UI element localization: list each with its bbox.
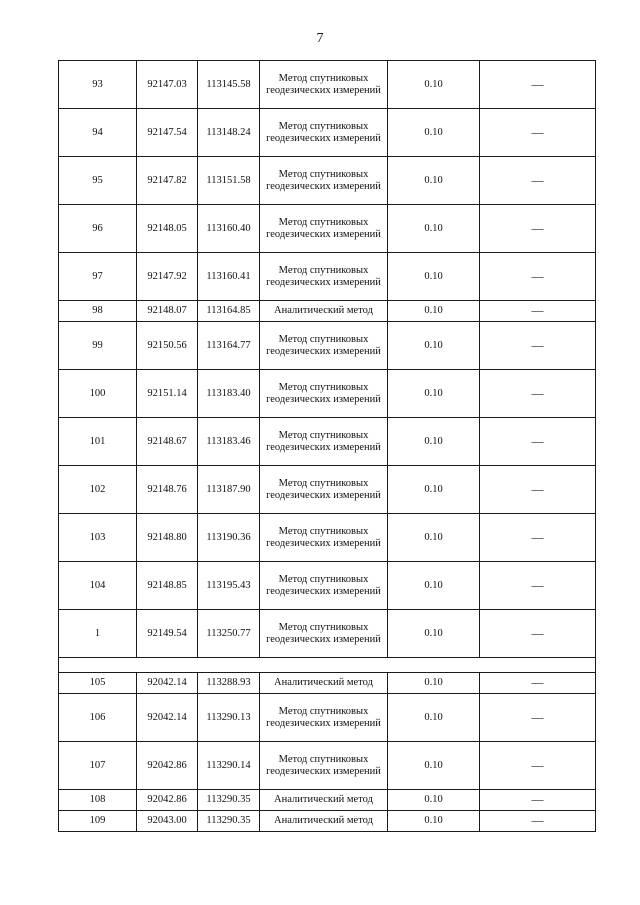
y-coordinate: 113160.40 xyxy=(198,205,260,253)
x-coordinate: 92147.92 xyxy=(137,253,198,301)
table-row xyxy=(59,790,596,811)
empty-separator-cell xyxy=(59,658,596,673)
note xyxy=(480,253,596,301)
accuracy: 0.10 xyxy=(388,694,480,742)
method: Аналитический метод xyxy=(260,301,388,322)
y-coordinate: 113195.43 xyxy=(198,562,260,610)
x-coordinate: 92147.54 xyxy=(137,109,198,157)
method: Метод спутниковых геодезических измерений xyxy=(260,370,388,418)
point-number: 93 xyxy=(59,61,137,109)
accuracy: 0.10 xyxy=(388,61,480,109)
note-dash: — xyxy=(531,709,544,724)
y-coordinate: 113164.85 xyxy=(198,301,260,322)
table-row xyxy=(59,466,596,514)
note-dash: — xyxy=(531,220,544,235)
accuracy: 0.10 xyxy=(388,370,480,418)
y-coordinate: 113183.46 xyxy=(198,418,260,466)
method: Метод спутниковых геодезических измерений xyxy=(260,418,388,466)
table-row xyxy=(59,205,596,253)
note xyxy=(480,610,596,658)
y-coordinate: 113290.13 xyxy=(198,694,260,742)
y-coordinate: 113148.24 xyxy=(198,109,260,157)
y-coordinate: 113288.93 xyxy=(198,673,260,694)
point-number: 100 xyxy=(59,370,137,418)
note xyxy=(480,205,596,253)
y-coordinate: 113190.36 xyxy=(198,514,260,562)
x-coordinate: 92042.14 xyxy=(137,673,198,694)
y-coordinate: 113145.58 xyxy=(198,61,260,109)
note xyxy=(480,370,596,418)
note-dash: — xyxy=(531,76,544,91)
x-coordinate: 92150.56 xyxy=(137,322,198,370)
method: Метод спутниковых геодезических измерений xyxy=(260,514,388,562)
table-row xyxy=(59,562,596,610)
method: Метод спутниковых геодезических измерений xyxy=(260,157,388,205)
x-coordinate: 92148.67 xyxy=(137,418,198,466)
note-dash: — xyxy=(531,385,544,400)
note-dash: — xyxy=(531,792,544,806)
y-coordinate: 113290.14 xyxy=(198,742,260,790)
note xyxy=(480,562,596,610)
table-row xyxy=(59,514,596,562)
table-row xyxy=(59,610,596,658)
y-coordinate: 113290.35 xyxy=(198,790,260,811)
note-dash: — xyxy=(531,529,544,544)
point-number: 95 xyxy=(59,157,137,205)
table-row xyxy=(59,61,596,109)
x-coordinate: 92148.76 xyxy=(137,466,198,514)
coordinates-table xyxy=(58,60,596,832)
note-dash: — xyxy=(531,303,544,317)
note xyxy=(480,742,596,790)
accuracy: 0.10 xyxy=(388,562,480,610)
y-coordinate: 113250.77 xyxy=(198,610,260,658)
point-number: 103 xyxy=(59,514,137,562)
method: Аналитический метод xyxy=(260,673,388,694)
note-dash: — xyxy=(531,172,544,187)
page-number: 7 xyxy=(316,31,324,46)
point-number: 96 xyxy=(59,205,137,253)
point-number: 108 xyxy=(59,790,137,811)
method: Метод спутниковых геодезических измерений xyxy=(260,610,388,658)
accuracy: 0.10 xyxy=(388,673,480,694)
point-number: 102 xyxy=(59,466,137,514)
table-row xyxy=(59,370,596,418)
note xyxy=(480,109,596,157)
accuracy: 0.10 xyxy=(388,466,480,514)
point-number: 97 xyxy=(59,253,137,301)
note xyxy=(480,514,596,562)
note xyxy=(480,61,596,109)
accuracy: 0.10 xyxy=(388,322,480,370)
point-number: 105 xyxy=(59,673,137,694)
y-coordinate: 113164.77 xyxy=(198,322,260,370)
y-coordinate: 113290.35 xyxy=(198,811,260,832)
table-row xyxy=(59,742,596,790)
method: Метод спутниковых геодезических измерений xyxy=(260,742,388,790)
note-dash: — xyxy=(531,625,544,640)
point-number: 98 xyxy=(59,301,137,322)
point-number: 109 xyxy=(59,811,137,832)
y-coordinate: 113151.58 xyxy=(198,157,260,205)
note xyxy=(480,301,596,322)
method: Метод спутниковых геодезических измерений xyxy=(260,253,388,301)
note xyxy=(480,673,596,694)
method: Метод спутниковых геодезических измерений xyxy=(260,205,388,253)
accuracy: 0.10 xyxy=(388,205,480,253)
accuracy: 0.10 xyxy=(388,811,480,832)
note xyxy=(480,157,596,205)
method: Метод спутниковых геодезических измерений xyxy=(260,466,388,514)
x-coordinate: 92147.03 xyxy=(137,61,198,109)
note-dash: — xyxy=(531,337,544,352)
note xyxy=(480,694,596,742)
point-number: 106 xyxy=(59,694,137,742)
separator-row xyxy=(59,658,596,673)
accuracy: 0.10 xyxy=(388,418,480,466)
table-row xyxy=(59,673,596,694)
table-row xyxy=(59,253,596,301)
x-coordinate: 92043.00 xyxy=(137,811,198,832)
method: Аналитический метод xyxy=(260,811,388,832)
x-coordinate: 92148.05 xyxy=(137,205,198,253)
accuracy: 0.10 xyxy=(388,610,480,658)
note-dash: — xyxy=(531,268,544,283)
x-coordinate: 92042.86 xyxy=(137,790,198,811)
method: Метод спутниковых геодезических измерений xyxy=(260,562,388,610)
accuracy: 0.10 xyxy=(388,301,480,322)
table-row xyxy=(59,157,596,205)
table-row xyxy=(59,109,596,157)
table-row xyxy=(59,418,596,466)
note-dash: — xyxy=(531,481,544,496)
accuracy: 0.10 xyxy=(388,157,480,205)
x-coordinate: 92151.14 xyxy=(137,370,198,418)
x-coordinate: 92147.82 xyxy=(137,157,198,205)
x-coordinate: 92042.14 xyxy=(137,694,198,742)
note-dash: — xyxy=(531,124,544,139)
accuracy: 0.10 xyxy=(388,253,480,301)
point-number: 104 xyxy=(59,562,137,610)
point-number: 1 xyxy=(59,610,137,658)
method: Метод спутниковых геодезических измерений xyxy=(260,109,388,157)
point-number: 107 xyxy=(59,742,137,790)
note xyxy=(480,418,596,466)
table-row xyxy=(59,694,596,742)
y-coordinate: 113187.90 xyxy=(198,466,260,514)
x-coordinate: 92148.80 xyxy=(137,514,198,562)
table-row xyxy=(59,811,596,832)
note xyxy=(480,790,596,811)
note-dash: — xyxy=(531,577,544,592)
table-row xyxy=(59,301,596,322)
note-dash: — xyxy=(531,433,544,448)
note-dash: — xyxy=(531,757,544,772)
y-coordinate: 113183.40 xyxy=(198,370,260,418)
method: Аналитический метод xyxy=(260,790,388,811)
note xyxy=(480,466,596,514)
method: Метод спутниковых геодезических измерений xyxy=(260,61,388,109)
note xyxy=(480,322,596,370)
y-coordinate: 113160.41 xyxy=(198,253,260,301)
method: Метод спутниковых геодезических измерений xyxy=(260,694,388,742)
table-row xyxy=(59,322,596,370)
x-coordinate: 92148.07 xyxy=(137,301,198,322)
x-coordinate: 92148.85 xyxy=(137,562,198,610)
note-dash: — xyxy=(531,675,544,689)
method: Метод спутниковых геодезических измерений xyxy=(260,322,388,370)
accuracy: 0.10 xyxy=(388,514,480,562)
accuracy: 0.10 xyxy=(388,742,480,790)
note-dash: — xyxy=(531,813,544,827)
point-number: 101 xyxy=(59,418,137,466)
point-number: 94 xyxy=(59,109,137,157)
note xyxy=(480,811,596,832)
accuracy: 0.10 xyxy=(388,109,480,157)
point-number: 99 xyxy=(59,322,137,370)
accuracy: 0.10 xyxy=(388,790,480,811)
x-coordinate: 92042.86 xyxy=(137,742,198,790)
x-coordinate: 92149.54 xyxy=(137,610,198,658)
